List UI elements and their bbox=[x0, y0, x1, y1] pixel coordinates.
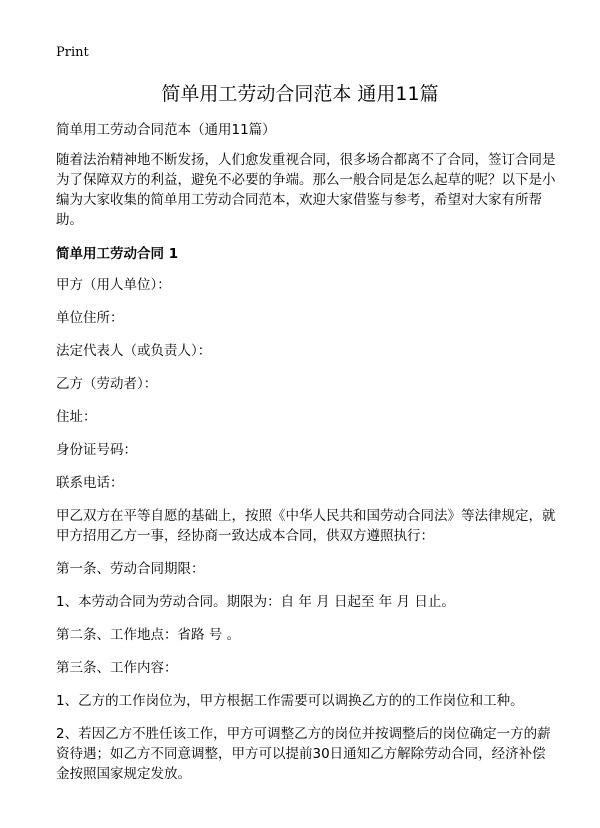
contract-preamble: 甲乙双方在平等自愿的基础上，按照《中华人民共和国劳动合同法》等法律规定，就甲方招用乙方一事，经协商一致达成本合同，供双方遵照执行： bbox=[56, 508, 556, 544]
article-2-heading: 第二条、工作地点：省路 号 。 bbox=[56, 627, 241, 643]
field-phone: 联系电话： bbox=[56, 475, 124, 491]
field-employer: 甲方（用人单位）： bbox=[56, 277, 171, 293]
field-address: 住址： bbox=[56, 409, 97, 425]
intro-paragraph: 随着法治精神地不断发扬，人们愈发重视合同，很多场合都离不了合同，签订合同是为了保障双方的利益，避免不必要的争端。那么一般合同是怎么起草的呢？以下是小编为大家收集的简单用工劳动合同范本，欢迎大家借鉴与参考，希望对大家有所帮助。 bbox=[56, 152, 556, 228]
article-3-clause-1: 1、乙方的工作岗位为，甲方根据工作需要可以调换乙方的的工作岗位和工种。 bbox=[56, 693, 524, 709]
document-subtitle: 简单用工劳动合同范本（通用11篇） bbox=[56, 122, 276, 138]
print-link[interactable]: Print bbox=[56, 45, 89, 60]
document-title: 简单用工劳动合同范本 通用11篇 bbox=[161, 83, 439, 105]
article-3-clause-2: 2、若因乙方不胜任该工作，甲方可调整乙方的岗位并按调整后的岗位确定一方的薪资待遇；如乙方不同意调整，甲方可以提前30日通知乙方解除劳动合同，经济补偿金按照国家规定发放。 bbox=[56, 726, 551, 782]
document-body bbox=[56, 120, 556, 797]
section-heading: 简单用工劳动合同 1 bbox=[56, 246, 179, 262]
field-legal-representative: 法定代表人（或负责人）： bbox=[56, 343, 212, 359]
article-1-clause-1: 1、本劳动合同为劳动合同。期限为：自 年 月 日起至 年 月 日止。 bbox=[56, 594, 455, 610]
article-1-heading: 第一条、劳动合同期限： bbox=[56, 561, 205, 577]
field-employer-address: 单位住所： bbox=[56, 310, 124, 326]
field-employee: 乙方（劳动者）： bbox=[56, 376, 158, 392]
field-id-number: 身份证号码： bbox=[56, 442, 137, 458]
article-3-heading: 第三条、工作内容： bbox=[56, 660, 178, 676]
